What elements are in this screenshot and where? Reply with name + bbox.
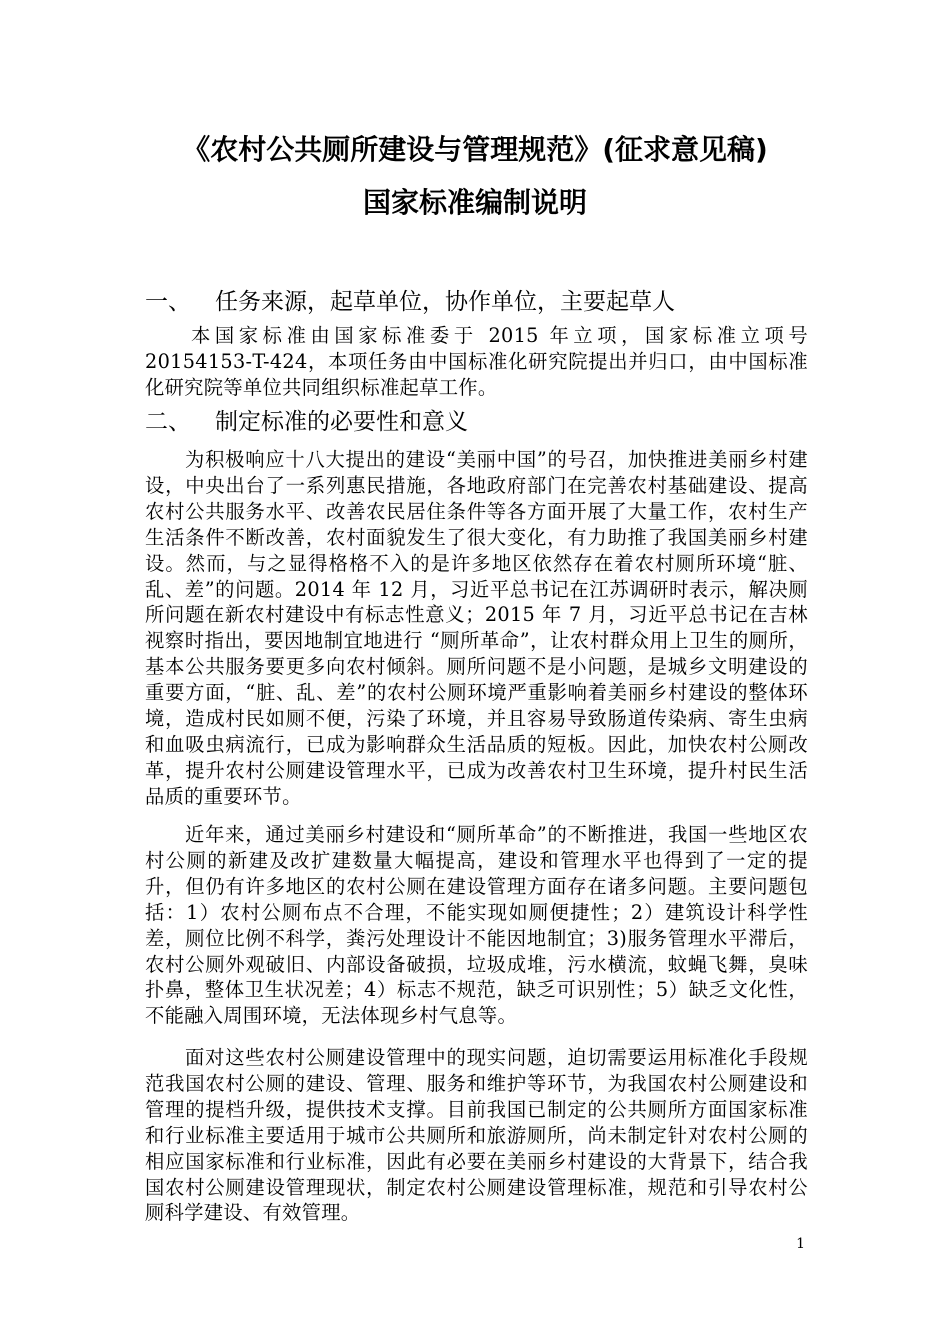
section-2-paragraph-2: 近年来，通过美丽乡村建设和“厕所革命”的不断推进，我国一些地区农村公厕的新建及改扩建数量大幅提高，建设和管理水平也得到了一定的提升，但仍有许多地区的农村公厕在建设管理方面存在诸多问题。主要问题包括：1）农村公厕布点不合理，不能实现如厕便捷性；2）建筑设计科学性差，厕位比例不科学，粪污处理设计不能因地制宜；3)服务管理水平滞后，农村公厕外观破旧、内部设备破损，垃圾成堆，污水横流，蚊蝇飞舞，臭味扑鼻，整体卫生状况差；4）标志不规范，缺乏可识别性；5）缺乏文化性，不能融入周围环境，无法体现乡村气息等。 — [145, 823, 808, 1028]
document-title: 《农村公共厕所建设与管理规范》(征求意见稿) — [182, 133, 768, 166]
section-heading-text-2: 制定标准的必要性和意义 — [215, 409, 468, 435]
section-heading-2 — [145, 407, 815, 437]
section-number-1: 一、 — [145, 289, 191, 315]
section-2-paragraph-1: 为积极响应十八大提出的建设“美丽中国”的号召，加快推进美丽乡村建设，中央出台了一系列惠民措施，各地政府部门在完善农村基础建设、提高农村公共服务水平、改善农民居住条件等各方面开展了大量工作，农村生产生活条件不断改善，农村面貌发生了很大变化，有力助推了我国美丽乡村建设。然而，与之显得格格不入的是许多地区依然存在着农村厕所环境“脏、乱、差”的问题。2014 年 12 月，习近平总书记在江苏调研时表示，解决厕所问题在新农村建设中有标志性意义；2015 年 7 月，习近平总书记在吉林视察时指出，要因地制宜地进行 “厕所革命”，让农村群众用上卫生的厕所，基本公共服务要更多向农村倾斜。厕所问题不是小问题，是城乡文明建设的重要方面，“脏、乱、差”的农村公厕环境严重影响着美丽乡村建设的整体环境，造成村民如厕不便，污染了环境，并且容易导致肠道传染病、寄生虫病和血吸虫病流行，已成为影响群众生活品质的短板。因此，加快农村公厕改革，提升农村公厕建设管理水平，已成为改善农村卫生环境，提升村民生活品质的重要环节。 — [145, 448, 808, 808]
section-heading-text-1: 任务来源，起草单位，协作单位，主要起草人 — [215, 289, 675, 315]
section-heading-1 — [145, 287, 815, 317]
section-1-paragraph-1: 本国家标准由国家标准委于 2015 年立项，国家标准立项号20154153-T-424，本项任务由中国标准化研究院提出并归口，由中国标准化研究院等单位共同组织标准起草工作。 — [145, 324, 808, 399]
section-2-paragraph-3: 面对这些农村公厕建设管理中的现实问题，迫切需要运用标准化手段规范我国农村公厕的建设、管理、服务和维护等环节，为我国农村公厕建设和管理的提档升级，提供技术支撑。目前我国已制定的公共厕所方面国家标准和行业标准主要适用于城市公共厕所和旅游厕所，尚未制定针对农村公厕的相应国家标准和行业标准，因此有必要在美丽乡村建设的大背景下，结合我国农村公厕建设管理现状，制定农村公厕建设管理标准，规范和引导农村公厕科学建设、有效管理。 — [145, 1046, 808, 1225]
section-number-2: 二、 — [145, 409, 191, 435]
document-subtitle: 国家标准编制说明 — [362, 186, 587, 219]
page-number: 1 — [796, 1236, 805, 1252]
